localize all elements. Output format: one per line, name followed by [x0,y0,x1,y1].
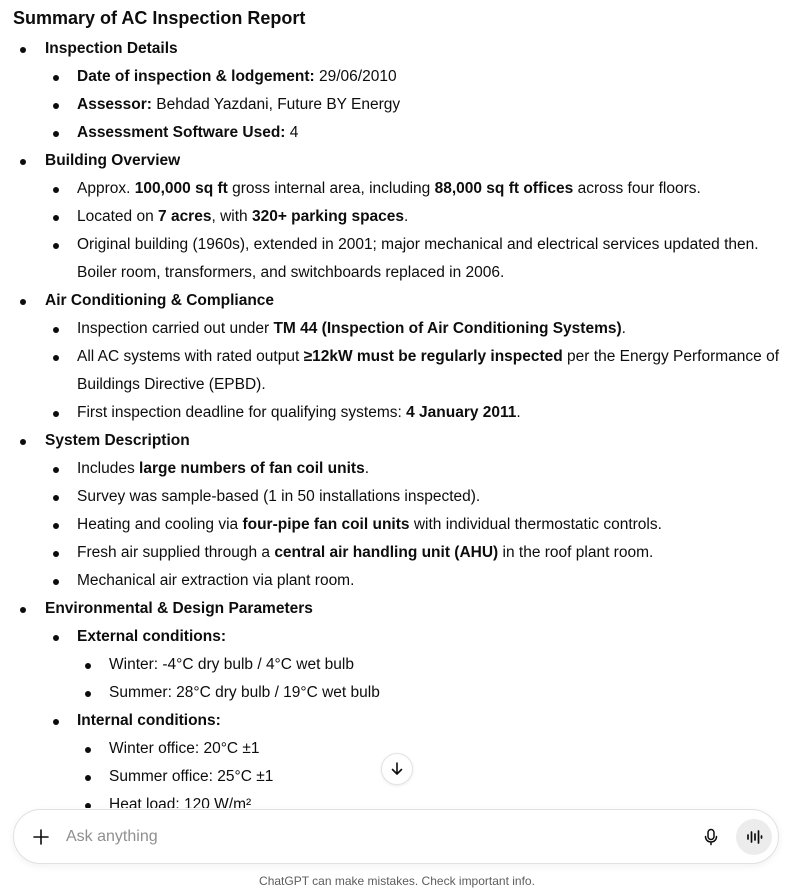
detail-list [45,315,790,427]
detail-list [45,63,790,147]
list-item [45,315,790,343]
section-heading: Air Conditioning & Compliance [45,292,275,309]
text-run: . [404,208,409,225]
group-list [45,623,790,808]
text-run: in the roof plant room. [498,544,654,561]
section-ac-compliance [0,287,790,427]
bold-run: 88,000 sq ft offices [434,180,574,197]
text-run: with individual thermostatic controls. [409,516,662,533]
text-run: Original building (1960s), extended in 2001; major mechanical and electrical services updated then. Boiler room, transformers, and switchboards replaced in 2006. [77,236,759,281]
list-item: Summer office: 25°C ±1 [77,763,790,791]
bold-run: 4 January 2011 [406,404,517,421]
microphone-icon [702,828,720,846]
list-item [45,511,790,539]
list-item [45,175,790,203]
list-item: Winter: -4°C dry bulb / 4°C wet bulb [77,651,790,679]
section-heading: System Description [45,432,190,449]
item-value: 29/06/2010 [314,68,397,85]
text-run: . [516,404,521,421]
disclaimer: ChatGPT can make mistakes. Check important info. [259,874,535,888]
text-run: Heating and cooling via [77,516,243,533]
text-run: gross internal area, including [227,180,435,197]
item-label: Assessment Software Used: [77,124,286,141]
bold-run: central air handling unit (AHU) [274,544,499,561]
bold-run: TM 44 (Inspection of Air Conditioning Systems) [273,320,622,337]
item-label: Assessor: [77,96,152,113]
text-run: Survey was sample-based (1 in 50 installations inspected). [77,488,481,505]
list-item [45,119,790,147]
scroll-to-bottom-button[interactable] [381,753,413,785]
arrow-down-icon [389,761,405,777]
list-item [45,231,790,287]
text-run: per the Energy Performance of Buildings Directive (EPBD). [77,348,780,393]
voice-mode-icon [745,828,763,846]
list-item [45,483,790,511]
list-item [45,455,790,483]
group-internal-conditions [45,707,790,808]
list-item [45,63,790,91]
bold-run: 100,000 sq ft [134,180,228,197]
group-external-conditions [45,623,790,707]
list-item [45,539,790,567]
text-run: Inspection carried out under [77,320,274,337]
text-run: Approx. [77,180,135,197]
text-run: Includes [77,460,140,477]
detail-list [45,175,790,287]
text-run: across four floors. [573,180,701,197]
list-item [45,399,790,427]
bold-run: large numbers of fan coil units [139,460,365,477]
list-item: Winter office: 20°C ±1 [77,735,790,763]
report-title: Summary of AC Inspection Report [13,8,306,28]
attach-button[interactable] [28,824,54,850]
composer [13,809,779,864]
list-item [45,343,790,399]
bold-run: ≥12kW must be regularly inspected [303,348,563,365]
prompt-input[interactable] [66,824,626,850]
condition-list [77,735,790,808]
section-building-overview [0,147,790,287]
voice-mode-button[interactable] [736,819,772,855]
section-heading: Building Overview [45,152,181,169]
list-item [45,203,790,231]
section-list [0,35,790,808]
condition-list [77,651,790,707]
section-system-description [0,427,790,595]
bold-run: 7 acres [158,208,212,225]
bold-run: 320+ parking spaces [251,208,405,225]
list-item: Heat load: 120 W/m² [77,791,790,808]
dictate-button[interactable] [698,824,724,850]
group-label: Internal conditions: [77,712,221,729]
item-value: Behdad Yazdani, Future BY Energy [151,96,401,113]
text-run: Mechanical air extraction via plant room. [77,572,355,589]
detail-list [45,455,790,595]
section-inspection-details [0,35,790,147]
text-run: Located on [77,208,159,225]
text-run: , with [211,208,252,225]
list-item: Summer: 28°C dry bulb / 19°C wet bulb [77,679,790,707]
bold-run: four-pipe fan coil units [242,516,410,533]
text-run: . [621,320,626,337]
section-heading: Inspection Details [45,40,178,57]
text-run: All AC systems with rated output [77,348,304,365]
list-item [45,567,790,595]
item-value: 4 [285,124,299,141]
text-run: First inspection deadline for qualifying systems: [77,404,407,421]
item-label: Date of inspection & lodgement: [77,68,315,85]
group-label: External conditions: [77,628,226,645]
list-item [45,91,790,119]
text-run: Fresh air supplied through a [77,544,275,561]
section-heading: Environmental & Design Parameters [45,600,313,617]
text-run: . [364,460,370,477]
plus-icon [32,828,50,846]
